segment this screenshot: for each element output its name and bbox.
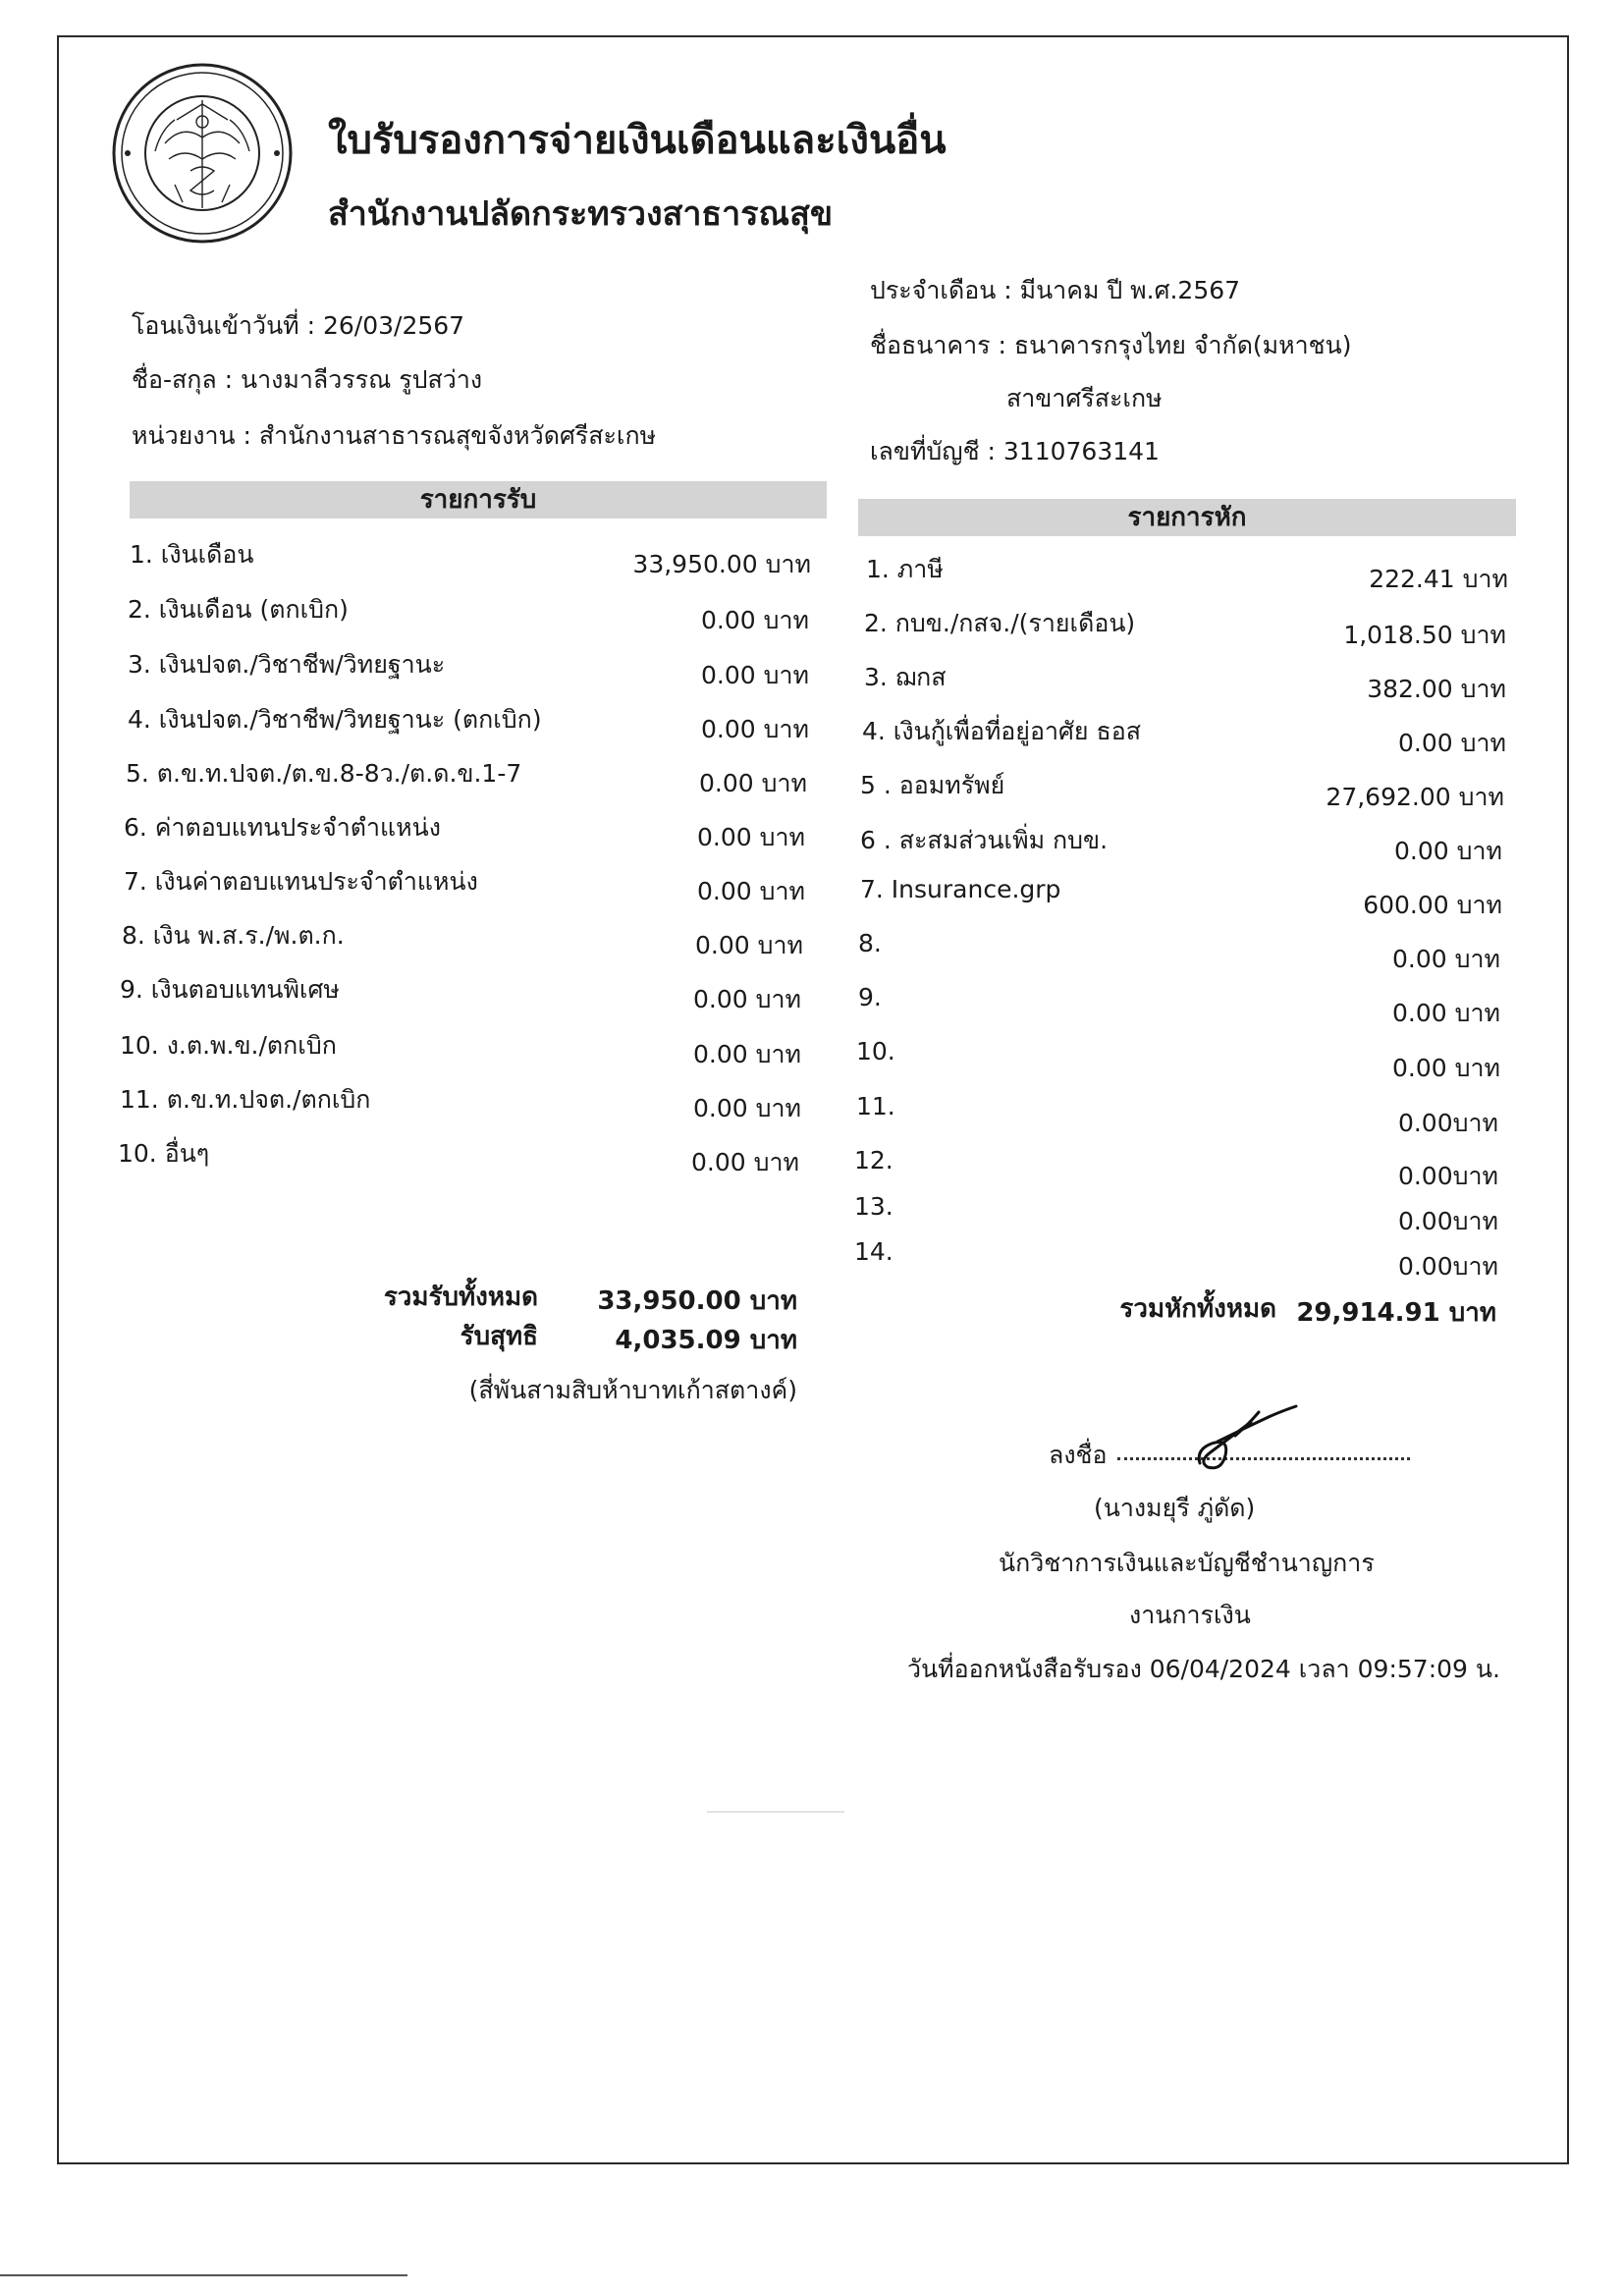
deduction-item-amount: 0.00บาท — [1397, 1252, 1498, 1281]
income-item-amount: 0.00 บาท — [695, 931, 803, 959]
ministry-seal — [106, 61, 298, 246]
income-item-label: 1. เงินเดือน — [130, 540, 254, 569]
transfer-date: โอนเงินเข้าวันที่ : 26/03/2567 — [132, 311, 465, 340]
income-item-label: 5. ต.ข.ท.ปจต./ต.ข.8-8ว./ต.ด.ข.1-7 — [126, 759, 522, 788]
deduction-item-amount: 27,692.00 บาท — [1326, 783, 1504, 811]
agency: หน่วยงาน : สำนักงานสาธารณสุขจังหวัดศรีสะเกษ — [132, 421, 657, 450]
deduction-item-amount: 0.00บาท — [1397, 1109, 1498, 1137]
income-item-amount: 0.00 บาท — [701, 661, 809, 689]
income-item-label: 11. ต.ข.ท.ปจต./ตกเบิก — [120, 1085, 371, 1114]
income-item-label: 9. เงินตอบแทนพิเศษ — [120, 975, 340, 1004]
deductions-total-value: 29,914.91 บาท — [1296, 1298, 1496, 1328]
signer-department: งานการเงิน — [1129, 1601, 1251, 1629]
deduction-item-label: 8. — [858, 929, 882, 957]
income-item-label: 4. เงินปจต./วิชาชีพ/วิทยฐานะ (ตกเบิก) — [128, 705, 542, 734]
bank-branch: สาขาศรีสะเกษ — [1006, 384, 1163, 412]
deduction-item-amount: 1,018.50 บาท — [1343, 621, 1506, 649]
deduction-item-amount: 0.00 บาท — [1392, 1054, 1500, 1082]
document-title: ใบรับรองการจ่ายเงินเดือนและเงินอื่น — [328, 118, 947, 163]
income-item-amount: 33,950.00 บาท — [632, 550, 811, 578]
deduction-item-label: 1. ภาษี — [866, 555, 944, 583]
page-edge-line — [0, 2274, 407, 2276]
deduction-item-label: 14. — [854, 1237, 893, 1266]
deductions-header: รายการหัก — [858, 499, 1516, 536]
deduction-item-amount: 0.00 บาท — [1392, 999, 1500, 1027]
income-item-amount: 0.00 บาท — [697, 877, 805, 905]
sign-label: ลงชื่อ — [1049, 1441, 1108, 1469]
account-number: เลขที่บัญชี : 3110763141 — [870, 437, 1160, 465]
signer-position: นักวิชาการเงินและบัญชีชำนาญการ — [999, 1549, 1375, 1577]
document-subtitle: สำนักงานปลัดกระทรวงสาธารณสุข — [328, 194, 834, 234]
income-total-value: 33,950.00 บาท — [597, 1286, 797, 1316]
deduction-item-amount: 0.00บาท — [1397, 1207, 1498, 1235]
deduction-item-label: 3. ฌกส — [864, 663, 947, 691]
income-item-amount: 0.00 บาท — [693, 985, 801, 1013]
income-item-label: 10. อื่นๆ — [118, 1139, 210, 1168]
deduction-item-label: 5 . ออมทรัพย์ — [860, 771, 1005, 799]
deduction-item-label: 7. Insurance.grp — [860, 875, 1061, 903]
net-pay-value: 4,035.09 บาท — [615, 1326, 797, 1355]
issue-date: วันที่ออกหนังสือรับรอง 06/04/2024 เวลา 09:57:09 น. — [907, 1655, 1500, 1683]
income-total-label: รวมรับทั้งหมด — [383, 1283, 538, 1312]
income-item-amount: 0.00 บาท — [693, 1040, 801, 1068]
deduction-item-label: 2. กบข./กสจ./(รายเดือน) — [864, 609, 1136, 637]
income-item-label: 3. เงินปจต./วิชาชีพ/วิทยฐานะ — [128, 650, 446, 679]
deduction-item-label: 6 . สะสมส่วนเพิ่ม กบข. — [860, 826, 1109, 854]
deduction-item-label: 9. — [858, 983, 882, 1011]
deduction-item-label: 4. เงินกู้เพื่อที่อยู่อาศัย ธอส — [862, 717, 1142, 745]
signer-name: (นางมยุรี ภู่ดัด) — [1094, 1494, 1256, 1522]
deduction-item-label: 11. — [856, 1092, 895, 1120]
income-header: รายการรับ — [130, 481, 827, 519]
income-item-label: 2. เงินเดือน (ตกเบิก) — [128, 595, 349, 624]
income-item-amount: 0.00 บาท — [693, 1094, 801, 1122]
income-item-label: 7. เงินค่าตอบแทนประจำตำแหน่ง — [124, 867, 478, 896]
income-item-amount: 0.00 บาท — [701, 606, 809, 634]
bank-name: ชื่อธนาคาร : ธนาคารกรุงไทย จำกัด(มหาชน) — [870, 331, 1352, 359]
net-pay-label: รับสุทธิ — [460, 1322, 538, 1351]
income-item-label: 6. ค่าตอบแทนประจำตำแหน่ง — [124, 813, 441, 842]
deduction-item-amount: 0.00บาท — [1397, 1162, 1498, 1190]
deduction-item-amount: 0.00 บาท — [1394, 837, 1502, 865]
pay-month: ประจำเดือน : มีนาคม ปี พ.ศ.2567 — [870, 276, 1241, 304]
deduction-item-label: 12. — [854, 1146, 893, 1174]
income-item-label: 8. เงิน พ.ส.ร./พ.ต.ก. — [122, 921, 345, 950]
handwritten-signature — [1190, 1402, 1308, 1479]
scan-artifact — [707, 1811, 844, 1813]
income-item-label: 10. ง.ต.พ.ข./ตกเบิก — [120, 1031, 337, 1060]
deduction-item-label: 10. — [856, 1037, 895, 1065]
income-item-amount: 0.00 บาท — [697, 823, 805, 851]
deduction-item-amount: 0.00 บาท — [1392, 945, 1500, 973]
deduction-item-label: 13. — [854, 1192, 893, 1221]
deduction-item-amount: 0.00 บาท — [1398, 729, 1506, 757]
deduction-item-amount: 222.41 บาท — [1369, 565, 1508, 593]
net-pay-in-words: (สี่พันสามสิบห้าบาทเก้าสตางค์) — [468, 1376, 797, 1404]
deductions-total-label: รวมหักทั้งหมด — [1119, 1294, 1276, 1324]
income-item-amount: 0.00 บาท — [699, 769, 807, 797]
income-item-amount: 0.00 บาท — [691, 1148, 799, 1176]
deduction-item-amount: 600.00 บาท — [1363, 891, 1502, 919]
income-item-amount: 0.00 บาท — [701, 715, 809, 743]
employee-name: ชื่อ-สกุล : นางมาลีวรรณ รูปสว่าง — [132, 365, 483, 394]
deduction-item-amount: 382.00 บาท — [1367, 675, 1506, 703]
